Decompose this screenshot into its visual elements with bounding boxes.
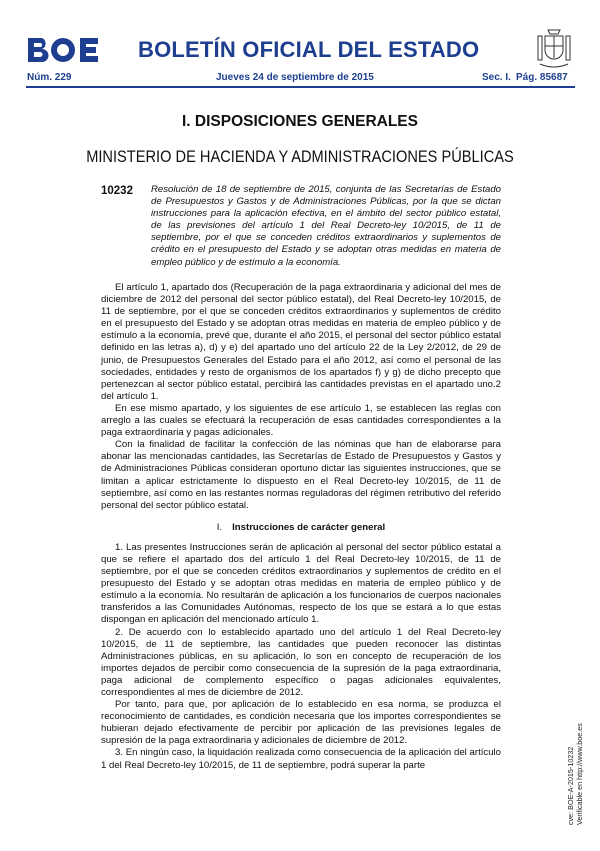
- document-abstract: Resolución de 18 de septiembre de 2015, conjunta de las Secretarías de Estado de Presupuestos y Gastos y de Administraciones Públicas, por la que se dictan instrucciones para la aplicación efectiva, en el ámbito del sector público estatal, de las previsiones del artículo 1 del Real Decreto-ley 10/2015, de 11 de septiembre, por el que se conceden créditos extraordinarios y suplementos de crédito en el presupuesto del Estado y se adoptan otras medidas en materia de empleo público y de estímulo a la economía.: [151, 184, 501, 268]
- instruction-paragraph: 3. En ningún caso, la liquidación realizada como consecuencia de la aplicación del artículo 1 del Real Decreto-ley 10/2015, de 11 de septiembre, podrá superar la parte: [101, 747, 501, 771]
- header-rule: [26, 86, 575, 88]
- instruction-paragraph: Por tanto, para que, por aplicación de lo establecido en esa norma, se produzca el reconocimiento de cantidades, es condición necesaria que los importes correspondientes se hubieran dejado efectivamente de percibir por aplicación de las previsiones legales de supresión de la paga extraordinaria y adicionales de diciembre de 2012.: [101, 699, 501, 747]
- ministry-heading: MINISTERIO DE HACIENDA Y ADMINISTRACIONES PÚBLICAS: [86, 147, 514, 166]
- section-title: I. DISPOSICIONES GENERALES: [182, 113, 418, 130]
- instruction-paragraph: 1. Las presentes Instrucciones serán de aplicación al personal del sector público estatal a que se refiere el apartado dos del artículo 1 del Real Decreto-ley 10/2015, de 11 de septiembre, por el que se conceden créditos extraordinarios y suplementos de crédito en el presupuesto del Estado y se adoptan otras medidas en materia de empleo público y de estímulo a la economía. No resultarán de aplicación a los funcionarios de cuerpos nacionales transferidos a las Comunidades Autónomas, respecto de los que se estará a lo que estas dispongan en aplicación del mencionado artículo 1.: [101, 541, 501, 626]
- subheading-number: I.: [216, 521, 223, 533]
- body-paragraph: Con la finalidad de facilitar la confección de las nóminas que han de elaborarse para abonar las mencionadas cantidades, las Secretarías de Estado de Presupuestos y Gastos y de Administraciones Públicas consideran oportuno dictar las siguientes instrucciones, que se limitan a aplicar estrictamente lo dispuesto en el Real Decreto-ley 10/2015, de 11 de septiembre, así como en las restantes normas reguladoras del régimen retributivo del referido personal del sector público estatal.: [101, 439, 501, 511]
- document-number: 10232: [101, 185, 133, 197]
- document-body: [101, 282, 501, 772]
- verification-note: [566, 723, 584, 825]
- body-paragraph: El artículo 1, apartado dos (Recuperación de la paga extraordinaria y adicional del mes de diciembre de 2012 del personal del sector público estatal), del Real Decreto-ley 10/2015, de 11 de septiembre, por el que se conceden créditos extraordinarios y suplementos de crédito en el presupuesto del Estado y se adoptan otras medidas en materia de empleo público y de estímulo a la economía, prevé que, durante el año 2015, el personal del sector público estatal definido en las letras a), d) y e) del apartado uno del artículo 22 de la Ley 2/2012, de 29 de junio, de Presupuestos Generales del Estado para el año 2012, así como el personal de las sociedades, entidades y resto de organismos de los apartados f) y g) de dicho precepto que pertenezcan al sector público estatal, percibirá las cantidades previstas en el apartado uno.2 del artículo 1.: [101, 282, 501, 402]
- issue-number: Núm. 229: [27, 72, 72, 83]
- verification-link[interactable]: Verificable en http://www.boe.es: [575, 723, 584, 825]
- page-number: Pág. 85687: [516, 72, 568, 83]
- coat-of-arms-icon: [536, 24, 572, 70]
- body-paragraph: En ese mismo apartado, y los siguientes de ese artículo 1, se establecen las reglas con arreglo a las cuales se efectuará la recuperación de esas cantidades correspondientes a la paga extraordinaria y pagas adicionales.: [101, 402, 501, 439]
- instruction-paragraph: 2. De acuerdo con lo establecido apartado uno del artículo 1 del Real Decreto-ley 10/2015, de 11 de septiembre, las cantidades que pueden reconocer las distintas Administraciones públicas, en su aplicación, lo son en concepto de recuperación de los importes dejados de percibir como consecuencia de la supresión de la paga extraordinaria, paga adicional de complemento específico o pagas adicionales equivalentes, correspondientes al mes de diciembre de 2012.: [101, 626, 501, 698]
- gazette-title: BOLETÍN OFICIAL DEL ESTADO: [138, 37, 480, 62]
- boe-logo: [26, 36, 100, 64]
- subheading: [101, 522, 501, 534]
- section-label: Sec. I.: [482, 72, 511, 83]
- subheading-text: Instrucciones de carácter general: [232, 521, 386, 533]
- issue-date: Jueves 24 de septiembre de 2015: [216, 72, 374, 83]
- cve-code: cve: BOE-A-2015-10232: [566, 746, 575, 825]
